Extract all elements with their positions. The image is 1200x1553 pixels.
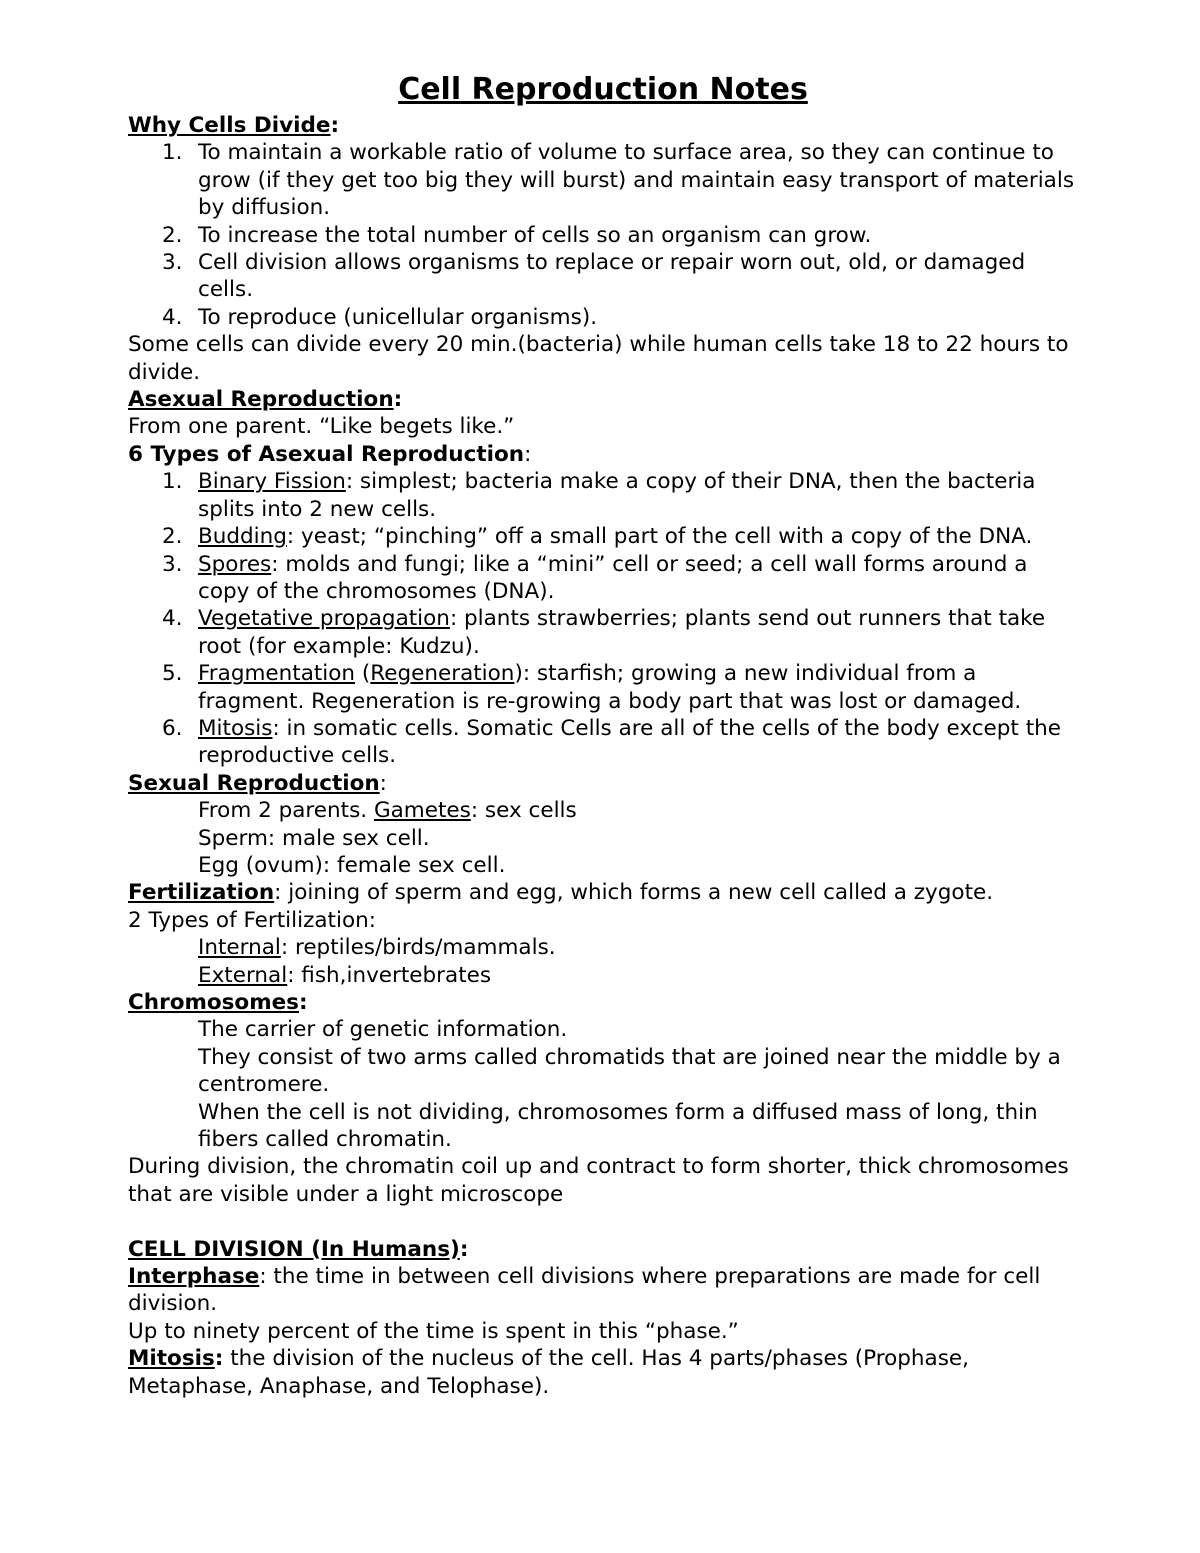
document-title: Cell Reproduction Notes bbox=[398, 72, 808, 107]
chromosomes-heading: Chromosomes: bbox=[128, 990, 308, 1015]
mitosis-term: Mitosis bbox=[128, 1346, 215, 1372]
asexual-heading: Asexual Reproduction: bbox=[128, 387, 403, 413]
list-item: 3. Spores: molds and fungi; like a “mini” cell or seed; a cell wall forms around a copy of the chromosomes (DNA). bbox=[162, 551, 1028, 604]
list-item: 5. Fragmentation (Regeneration): starfish; growing a new individual from a fragment. Regeneration is re-growing a body part that was lost or damaged. bbox=[162, 661, 1022, 714]
list-item: 1. To maintain a workable ratio of volume to surface area, so they can continue to grow (if they get too big they will burst) and maintain easy transport of materials by diffusion. bbox=[162, 140, 1075, 221]
fertilization-types-heading: 2 Types of Fertilization: bbox=[128, 907, 376, 933]
list-item: 3. Cell division allows organisms to replace or repair worn out, old, or damaged cells. bbox=[162, 250, 1026, 303]
chromosome-line: They consist of two arms called chromatids that are joined near the middle by a centromere. bbox=[198, 1044, 1061, 1098]
fertilization-external: External: fish,invertebrates bbox=[198, 962, 492, 988]
term: Mitosis bbox=[198, 715, 273, 741]
term: Fragmentation bbox=[198, 661, 356, 687]
term: Binary Fission bbox=[198, 469, 346, 495]
sexual-heading: Sexual Reproduction: bbox=[128, 770, 387, 796]
interphase-term: Interphase bbox=[128, 1264, 260, 1290]
sexual-line: From 2 parents. Gametes: sex cells bbox=[198, 798, 577, 824]
why-cells-divide-list bbox=[128, 139, 1078, 331]
mitosis-definition: Mitosis: the division of the nucleus of the cell. Has 4 parts/phases (Prophase, Metaphase, Anaphase, and Telophase). bbox=[128, 1346, 969, 1399]
list-item: 2. To increase the total number of cells so an organism can grow. bbox=[162, 222, 872, 248]
fertilization-heading: Fertilization bbox=[128, 880, 275, 906]
term: Internal bbox=[198, 935, 281, 961]
term: Regeneration bbox=[370, 661, 515, 687]
sexual-line: Sperm: male sex cell. bbox=[198, 825, 430, 851]
term: External bbox=[198, 962, 288, 988]
interphase-definition: Interphase: the time in between cell divisions where preparations are made for cell division. bbox=[128, 1264, 1041, 1317]
document-page bbox=[128, 70, 1078, 1400]
chromosome-line: The carrier of genetic information. bbox=[198, 1017, 568, 1043]
asexual-text: From one parent. “Like begets like.” bbox=[128, 414, 515, 440]
list-item: 1. Binary Fission: simplest; bacteria make a copy of their DNA, then the bacteria splits into 2 new cells. bbox=[162, 469, 1036, 522]
list-item: 2. Budding: yeast; “pinching” off a small part of the cell with a copy of the DNA. bbox=[162, 524, 1033, 550]
term: Gametes bbox=[373, 798, 471, 824]
term: Budding bbox=[198, 524, 287, 550]
list-item: 6. Mitosis: in somatic cells. Somatic Cells are all of the cells of the body except the reproductive cells. bbox=[162, 715, 1061, 769]
cell-division-rate-note: Some cells can divide every 20 min.(bacteria) while human cells take 18 to 22 hours to divide. bbox=[128, 332, 1069, 385]
list-item: 4. Vegetative propagation: plants strawberries; plants send out runners that take root (for example: Kudzu). bbox=[162, 606, 1046, 659]
interphase-note: Up to ninety percent of the time is spent in this “phase.” bbox=[128, 1318, 739, 1344]
list-item: 4. To reproduce (unicellular organisms). bbox=[162, 304, 598, 330]
term: Vegetative propagation bbox=[198, 606, 450, 632]
fertilization-internal: Internal: reptiles/birds/mammals. bbox=[198, 935, 556, 961]
spacer bbox=[128, 1208, 1078, 1235]
cell-division-heading: CELL DIVISION (In Humans): bbox=[128, 1236, 469, 1262]
asexual-types-heading: 6 Types of Asexual Reproduction: bbox=[128, 441, 532, 467]
fertilization-definition: Fertilization: joining of sperm and egg, which forms a new cell called a zygote. bbox=[128, 880, 994, 906]
sexual-line: Egg (ovum): female sex cell. bbox=[198, 852, 506, 878]
chromosome-line: When the cell is not dividing, chromosomes form a diffused mass of long, thin fibers called chromatin. bbox=[198, 1099, 1038, 1153]
asexual-types-list bbox=[128, 468, 1078, 769]
chromatin-division-text: During division, the chromatin coil up and contract to form shorter, thick chromosomes that are visible under a light microscope bbox=[128, 1154, 1069, 1207]
term: Spores bbox=[198, 551, 272, 577]
why-cells-divide-heading: Why Cells Divide: bbox=[128, 113, 340, 138]
